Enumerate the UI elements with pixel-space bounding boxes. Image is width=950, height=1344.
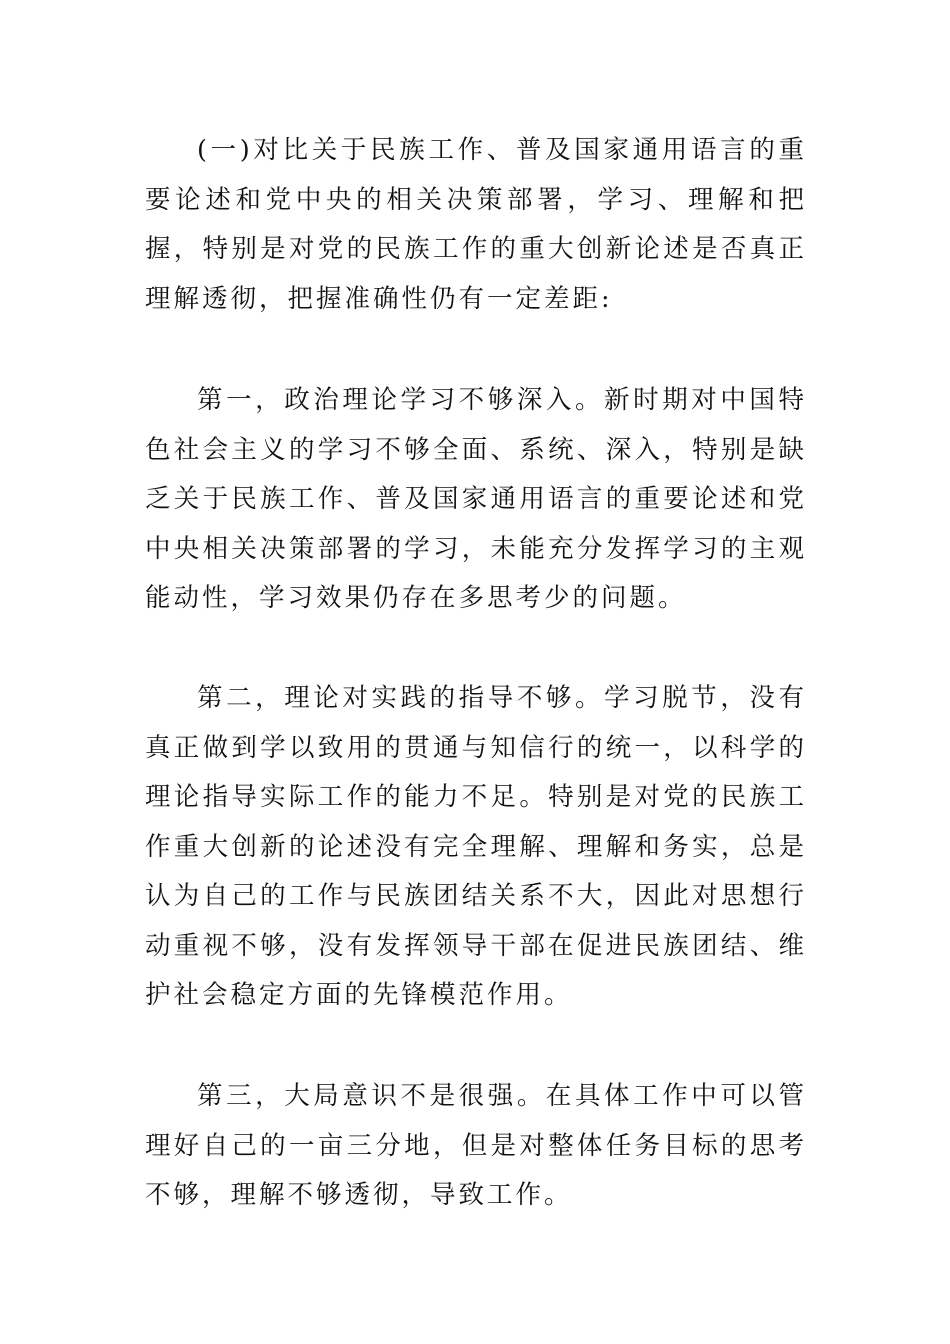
paragraph-section-one: (一)对比关于民族工作、普及国家通用语言的重要论述和党中央的相关决策部署，学习、理解和把握，特别是对党的民族工作的重大创新论述是否真正理解透彻，把握准确性仍有一定差距: — [145, 135, 807, 314]
paragraph-second-point: 第二，理论对实践的指导不够。学习脱节，没有真正做到学以致用的贯通与知信行的统一，以科学的理论指导实际工作的能力不足。特别是对党的民族工作重大创新的论述没有完全理解、理解和务实，总是认为自己的工作与民族团结关系不大，因此对思想行动重视不够，没有发挥领导干部在促进民族团结、维护社会稳定方面的先锋模范作用。 — [145, 683, 807, 1010]
paragraph-third-point: 第三，大局意识不是很强。在具体工作中可以管理好自己的一亩三分地，但是对整体任务目标的思考不够，理解不够透彻，导致工作。 — [145, 1081, 807, 1210]
paragraph-first-point: 第一，政治理论学习不够深入。新时期对中国特色社会主义的学习不够全面、系统、深入，特别是缺乏关于民族工作、普及国家通用语言的重要论述和党中央相关决策部署的学习，未能充分发挥学习的主观能动性，学习效果仍存在多思考少的问题。 — [145, 385, 807, 613]
